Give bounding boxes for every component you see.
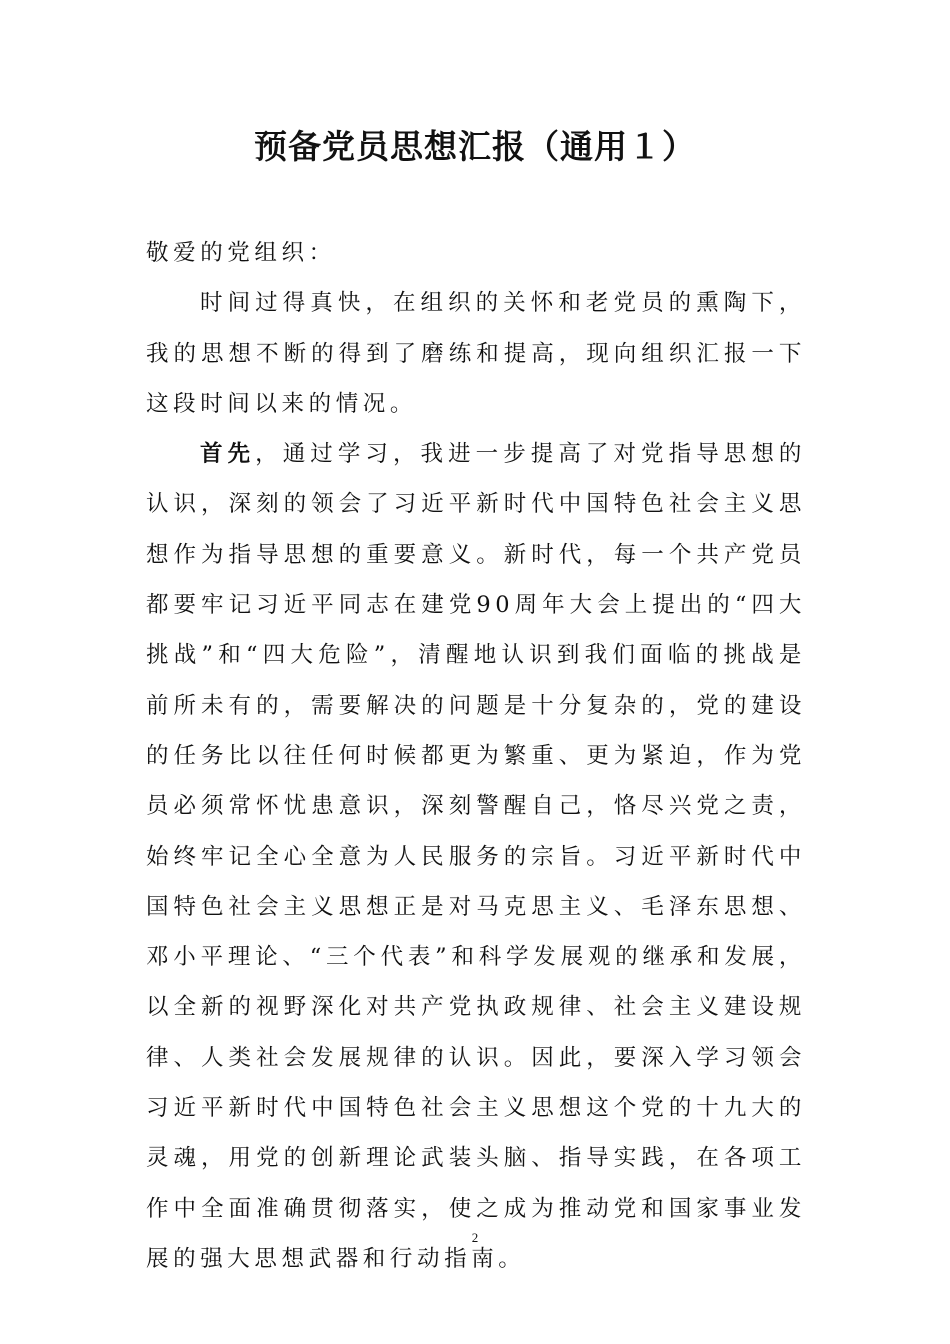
page-number: 2 [471, 1230, 479, 1245]
paragraph-first-point [146, 429, 806, 1284]
document-body [146, 228, 806, 1284]
document-title: 预备党员思想汇报（通用１） [254, 127, 696, 166]
salutation: 敬爱的党组织： [146, 240, 336, 266]
paragraph-first-point-text: ，通过学习，我进一步提高了对党指导思想的认识，深刻的领会了习近平新时代中国特色社会主义思想作为指导思想的重要意义。新时代，每一个共产党员都要牢记习近平同志在建党90周年大会上提出的“四大挑战”和“四大危险”，清醒地认识到我们面临的挑战是前所未有的，需要解决的问题是十分复杂的，党的建设的任务比以往任何时候都更为繁重、更为紧迫，作为党员必须常怀忧患意识，深刻警醒自己，恪尽兴党之责，始终牢记全心全意为人民服务的宗旨。习近平新时代中国特色社会主义思想正是对马克思主义、毛泽东思想、邓小平理论、“三个代表”和科学发展观的继承和发展，以全新的视野深化对共产党执政规律、社会主义建设规律、人类社会发展规律的认识。因此，要深入学习领会习近平新时代中国特色社会主义思想这个党的十九大的灵魂，用党的创新理论武装头脑、指导实践，在各项工作中全面准确贯彻落实，使之成为推动党和国家事业发展的强大思想武器和行动指南。 [146, 441, 806, 1272]
paragraph-lead-word: 首先 [200, 441, 256, 468]
paragraph-intro: 时间过得真快，在组织的关怀和老党员的熏陶下，我的思想不断的得到了磨练和提高，现向组织汇报一下这段时间以来的情况。 [146, 290, 806, 417]
